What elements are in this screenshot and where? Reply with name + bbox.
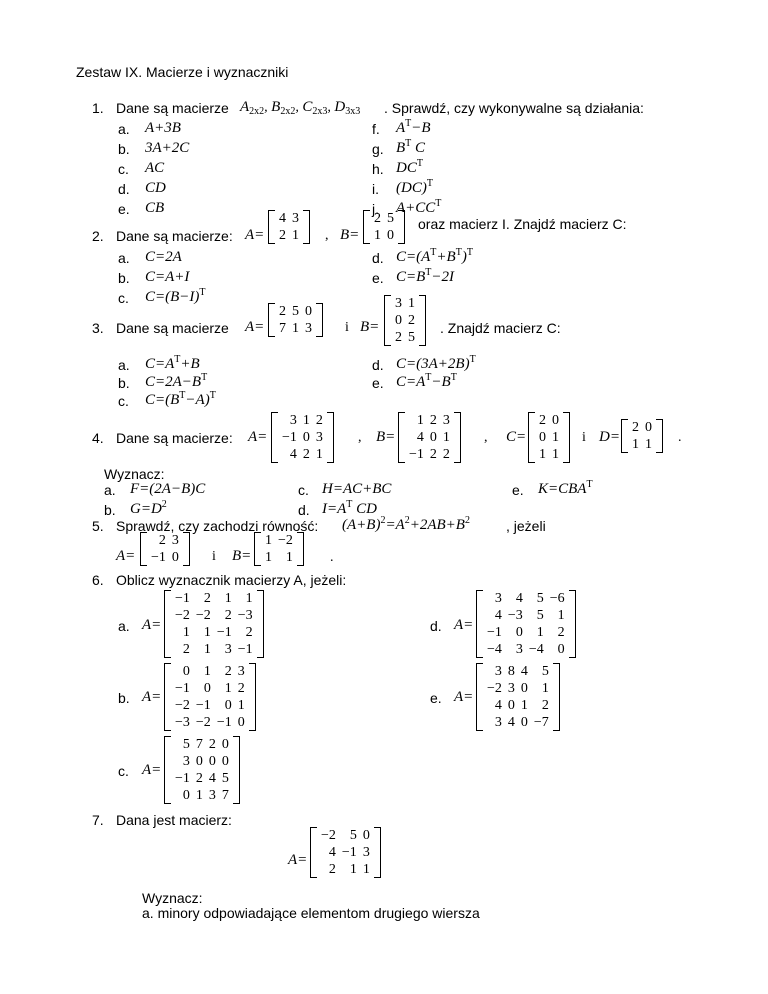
matrix-cell: 3 xyxy=(494,715,502,730)
p6-d-A: A= xyxy=(454,617,474,633)
problem-1-intro: Dane są macierze xyxy=(116,100,229,116)
p6-matrix-e xyxy=(476,663,560,731)
matrix-cell: 4 xyxy=(494,608,502,623)
matrix-cell: 0 xyxy=(195,754,203,769)
matrix-cell: 2 xyxy=(374,211,381,226)
matrix-cell: 5 xyxy=(221,771,229,786)
matrix-cell: −3 xyxy=(507,608,523,623)
matrix-cell: −2 xyxy=(195,715,211,730)
p3-item-b-label: b. xyxy=(118,375,130,391)
matrix-cell: −1 xyxy=(409,447,424,462)
matrix-cell: 3 xyxy=(362,845,370,860)
matrix-cell: 7 xyxy=(279,321,286,336)
matrix-cell: 3 xyxy=(182,754,190,769)
matrix-cell: 2 xyxy=(442,447,450,462)
p5-matrix-B xyxy=(254,532,304,566)
p4-item-b-expr: $G=D^2$ xyxy=(130,499,167,517)
matrix-cell: 0 xyxy=(557,642,565,657)
matrix-cell: −2 xyxy=(195,608,211,623)
p2-item-d-label: d. xyxy=(372,250,384,266)
matrix-cell: 1 xyxy=(408,296,415,311)
matrix-cell: 3 xyxy=(442,413,450,428)
matrix-cell: −1 xyxy=(341,845,357,860)
matrix-cell: 2 xyxy=(208,737,216,752)
matrix-cell: 1 xyxy=(195,788,203,803)
matrix-cell: 4 xyxy=(279,211,286,226)
matrix-cell: 1 xyxy=(203,625,211,640)
p6-c-label: c. xyxy=(118,763,129,779)
matrix-cell: 2 xyxy=(315,413,323,428)
p5-conj: i xyxy=(212,549,216,564)
p1-item-f-label: f. xyxy=(372,121,380,137)
matrix-cell: 5 xyxy=(387,211,394,226)
p6-a-label: a. xyxy=(118,618,130,634)
matrix-cell: −1 xyxy=(175,771,190,786)
problem-7-number: 7. xyxy=(92,812,104,828)
p1-item-e-expr: CB xyxy=(145,200,165,216)
matrix-cell: 4 xyxy=(289,447,297,462)
p1-item-a-label: a. xyxy=(118,121,130,137)
p2-item-b-label: b. xyxy=(118,270,130,286)
matrix-cell: 0 xyxy=(203,681,211,696)
matrix-cell: −7 xyxy=(533,715,549,730)
p6-e-A: A= xyxy=(454,689,474,705)
matrix-cell: 3 xyxy=(224,642,232,657)
matrix-cell: 5 xyxy=(349,828,357,843)
matrix-cell: 0 xyxy=(224,698,232,713)
matrix-cell: −1 xyxy=(216,625,232,640)
matrix-cell: 0 xyxy=(552,413,559,428)
matrix-cell: 4 xyxy=(208,771,216,786)
p3-item-a-expr: $C=A^T+B$ xyxy=(145,354,200,372)
p1-item-g-expr: $B^T$ C xyxy=(396,138,426,156)
p5-matrix-A xyxy=(140,532,190,566)
matrix-cell: 1 xyxy=(632,437,639,452)
p2-item-d-expr: $C=(A^T+B^T)^T$ xyxy=(396,247,473,265)
matrix-cell: −6 xyxy=(549,591,565,606)
problem-3-number: 3. xyxy=(92,320,104,336)
matrix-cell: 1 xyxy=(536,625,544,640)
p4-item-e-expr: $K=CBA^T$ xyxy=(538,479,593,497)
matrix-cell: 3 xyxy=(515,642,523,657)
p3-conj: i xyxy=(345,320,349,335)
matrix-cell: 0 xyxy=(507,698,515,713)
matrix-cell: 2 xyxy=(245,625,253,640)
matrix-cell: 0 xyxy=(208,754,216,769)
p3-matrix-B xyxy=(384,295,426,346)
matrix-cell: −3 xyxy=(237,608,253,623)
matrix-cell: 3 xyxy=(171,533,179,548)
p6-a-A: A= xyxy=(142,617,162,633)
matrix-cell: 3 xyxy=(507,681,515,696)
p5-period: . xyxy=(330,550,334,565)
matrix-cell: 7 xyxy=(195,737,203,752)
p1-item-h-label: h. xyxy=(372,161,384,177)
matrix-cell: 0 xyxy=(645,420,652,435)
p4-item-c-label: c. xyxy=(298,482,309,498)
matrix-cell: −2 xyxy=(175,698,190,713)
matrix-cell: 0 xyxy=(237,715,245,730)
matrix-cell: 1 xyxy=(552,430,559,445)
p7-wyznacz: Wyznacz: xyxy=(142,890,203,906)
p6-matrix-b xyxy=(164,663,256,731)
p3-item-c-expr: $C=(B^T-A)^T$ xyxy=(145,390,216,408)
matrix-cell: 1 xyxy=(292,321,299,336)
matrix-cell: 0 xyxy=(221,754,229,769)
p2-item-c-expr: $C=(B-I)^T$ xyxy=(145,287,206,305)
p2-item-e-label: e. xyxy=(372,270,384,286)
matrix-cell: 1 xyxy=(362,862,370,877)
matrix-cell: 2 xyxy=(302,447,310,462)
matrix-cell: 5 xyxy=(536,591,544,606)
matrix-cell: 4 xyxy=(520,664,528,679)
p1-item-j-label: j. xyxy=(372,201,379,217)
matrix-cell: 0 xyxy=(395,313,402,328)
p1-item-b-expr: 3A+2C xyxy=(145,140,190,156)
p5-A-label: A= xyxy=(116,548,136,564)
problem-2-tail: oraz macierz I. Znajdź macierz C: xyxy=(418,216,627,232)
p4-item-a-expr: F=(2A−B)C xyxy=(130,481,206,497)
p1-item-i-expr: (DC)$^T$ xyxy=(396,178,433,196)
matrix-cell: 3 xyxy=(494,591,502,606)
problem-1-check: . Sprawdź, czy wykonywalne są działania: xyxy=(384,100,644,116)
p4-wyznacz: Wyznacz: xyxy=(104,466,165,482)
problem-7-intro: Dana jest macierz: xyxy=(116,812,232,828)
matrix-cell: 1 xyxy=(302,413,310,428)
matrix-cell: 0 xyxy=(362,828,370,843)
matrix-cell: 3 xyxy=(289,413,297,428)
matrix-cell: 4 xyxy=(515,591,523,606)
p5-jezeli: , jeżeli xyxy=(506,518,546,534)
matrix-cell: 2 xyxy=(541,698,549,713)
matrix-cell: 4 xyxy=(416,430,424,445)
p4-matrix-C xyxy=(528,412,570,463)
p2-item-b-expr: C=A+I xyxy=(145,269,190,285)
p7-A-label: A= xyxy=(288,852,308,868)
p1-item-a-expr: A+3B xyxy=(145,120,181,136)
matrix-cell: 5 xyxy=(541,664,549,679)
p4-A-label: A= xyxy=(248,429,268,445)
matrix-cell: 2 xyxy=(224,664,232,679)
p3-item-c-label: c. xyxy=(118,393,129,409)
p2-item-c-label: c. xyxy=(118,290,129,306)
matrix-cell: 2 xyxy=(395,330,402,345)
matrix-cell: 5 xyxy=(536,608,544,623)
p4-item-b-label: b. xyxy=(104,502,116,518)
matrix-cell: 4 xyxy=(507,715,515,730)
p2-item-a-label: a. xyxy=(118,250,130,266)
matrix-cell: 1 xyxy=(203,642,211,657)
matrix-cell: 2 xyxy=(408,313,415,328)
problem-5-number: 5. xyxy=(92,518,104,534)
p1-item-f-expr: $A^T-B$ xyxy=(396,118,431,136)
p3-item-d-expr: $C=(3A+2B)^T$ xyxy=(396,354,476,372)
matrix-cell: 1 xyxy=(224,681,232,696)
matrix-cell: −2 xyxy=(278,533,293,548)
matrix-cell: −1 xyxy=(195,698,211,713)
matrix-cell: 1 xyxy=(645,437,652,452)
matrix-cell: 0 xyxy=(182,788,190,803)
matrix-cell: 1 xyxy=(349,862,357,877)
matrix-cell: 5 xyxy=(182,737,190,752)
matrix-cell: −4 xyxy=(528,642,544,657)
problem-3-tail: . Znajdź macierz C: xyxy=(440,320,561,336)
p6-e-label: e. xyxy=(430,690,442,706)
p3-item-a-label: a. xyxy=(118,357,130,373)
matrix-cell: 2 xyxy=(279,228,286,243)
problem-1-number: 1. xyxy=(92,100,104,116)
p2-A-label: A= xyxy=(245,227,265,243)
matrix-cell: 0 xyxy=(221,737,229,752)
problem-5-intro: Sprawdź, czy zachodzi równość: xyxy=(116,518,319,534)
matrix-cell: 1 xyxy=(224,591,232,606)
matrix-cell: 1 xyxy=(265,550,272,565)
matrix-cell: −1 xyxy=(175,681,190,696)
matrix-cell: −2 xyxy=(321,828,336,843)
p1-item-c-label: c. xyxy=(118,161,129,177)
matrix-cell: 1 xyxy=(520,698,528,713)
p2-item-a-expr: C=2A xyxy=(145,249,182,265)
matrix-cell: 1 xyxy=(374,228,381,243)
p1-item-c-expr: AC xyxy=(145,160,165,176)
p2-matrix-A xyxy=(268,210,310,244)
matrix-cell: −3 xyxy=(175,715,190,730)
matrix-cell: −1 xyxy=(282,430,297,445)
p6-matrix-c xyxy=(164,736,240,804)
matrix-cell: 0 xyxy=(171,550,179,565)
p6-matrix-a xyxy=(164,590,264,658)
matrix-cell: 0 xyxy=(520,715,528,730)
matrix-cell: 7 xyxy=(221,788,229,803)
matrix-cell: 3 xyxy=(237,664,245,679)
problem-2-number: 2. xyxy=(92,228,104,244)
matrix-cell: 2 xyxy=(182,642,190,657)
matrix-cell: 2 xyxy=(237,681,245,696)
matrix-cell: 1 xyxy=(245,591,253,606)
matrix-cell: 1 xyxy=(292,228,299,243)
p4-item-e-label: e. xyxy=(512,482,524,498)
p6-c-A: A= xyxy=(142,762,162,778)
p4-item-d-label: d. xyxy=(298,502,310,518)
problem-3-intro: Dane są macierze xyxy=(116,320,229,336)
p7-item-a: a. minory odpowiadające elementom drugiego wiersza xyxy=(142,905,480,921)
matrix-cell: 2 xyxy=(279,304,286,319)
matrix-cell: −1 xyxy=(237,642,253,657)
p3-item-e-expr: $C=A^T-B^T$ xyxy=(396,372,457,390)
matrix-cell: 0 xyxy=(520,681,528,696)
p3-item-d-label: d. xyxy=(372,357,384,373)
p4-period: . xyxy=(678,430,682,445)
matrix-cell: 3 xyxy=(395,296,402,311)
matrix-cell: 1 xyxy=(182,625,190,640)
matrix-cell: −4 xyxy=(487,642,502,657)
p3-item-e-label: e. xyxy=(372,375,384,391)
p2-B-label: B= xyxy=(340,227,360,243)
matrix-cell: 1 xyxy=(416,413,424,428)
problem-4-intro: Dane są macierze: xyxy=(116,430,233,446)
p3-item-b-expr: $C=2A-B^T$ xyxy=(145,372,208,390)
matrix-cell: 3 xyxy=(494,664,502,679)
p3-matrix-A xyxy=(268,303,323,337)
p1-item-j-expr: $A+CC^T$ xyxy=(396,198,442,216)
matrix-cell: 2 xyxy=(429,447,437,462)
matrix-cell: 2 xyxy=(429,413,437,428)
matrix-cell: −2 xyxy=(175,608,190,623)
matrix-cell: 2 xyxy=(328,862,336,877)
p4-D-label: D= xyxy=(599,429,620,445)
matrix-cell: 2 xyxy=(632,420,639,435)
matrix-cell: 5 xyxy=(292,304,299,319)
matrix-cell: −1 xyxy=(487,625,502,640)
p1-item-b-label: b. xyxy=(118,141,130,157)
matrix-cell: 1 xyxy=(203,664,211,679)
matrix-cell: 2 xyxy=(557,625,565,640)
matrix-cell: 0 xyxy=(515,625,523,640)
problem-6-intro: Oblicz wyznacznik macierzy A, jeżeli: xyxy=(116,572,347,588)
problem-6-number: 6. xyxy=(92,572,104,588)
matrix-cell: 1 xyxy=(541,681,549,696)
p5-equation: $(A+B)^2=A^2+2AB+B^2$ xyxy=(342,515,470,533)
problem-4-number: 4. xyxy=(92,430,104,446)
matrix-cell: 0 xyxy=(182,664,190,679)
p4-matrix-A xyxy=(271,412,334,463)
matrix-cell: 2 xyxy=(195,771,203,786)
matrix-cell: 1 xyxy=(539,447,546,462)
matrix-cell: 4 xyxy=(494,698,502,713)
matrix-cell: 1 xyxy=(285,550,293,565)
p4-C-label: C= xyxy=(506,429,527,445)
matrix-cell: 0 xyxy=(539,430,546,445)
problem-2-intro: Dane są macierze: xyxy=(116,228,233,244)
matrix-cell: 4 xyxy=(328,845,336,860)
matrix-cell: 0 xyxy=(302,430,310,445)
p2-matrix-B xyxy=(363,210,405,244)
matrix-cell: 0 xyxy=(429,430,437,445)
p7-matrix-A xyxy=(310,827,381,878)
matrix-cell: 2 xyxy=(158,533,166,548)
p4-comma-2: , xyxy=(484,430,488,445)
matrix-cell: 3 xyxy=(292,211,299,226)
p6-b-label: b. xyxy=(118,690,130,706)
p1-item-e-label: e. xyxy=(118,201,130,217)
p1-item-h-expr: $DC^T$ xyxy=(396,158,423,176)
matrix-cell: 8 xyxy=(507,664,515,679)
p1-item-i-label: i. xyxy=(372,181,379,197)
matrix-cell: 3 xyxy=(315,430,323,445)
p6-d-label: d. xyxy=(430,618,442,634)
p4-item-d-expr: $I=A^T$ CD xyxy=(322,499,377,517)
matrix-cell: 2 xyxy=(224,608,232,623)
matrix-cell: 1 xyxy=(552,447,559,462)
page-title: Zestaw IX. Macierze i wyznaczniki xyxy=(76,64,289,80)
matrix-cell: −1 xyxy=(216,715,232,730)
p4-matrix-D xyxy=(621,419,663,453)
p4-conj: i xyxy=(582,430,586,445)
matrix-cell: −1 xyxy=(151,550,166,565)
matrix-cell: 5 xyxy=(408,330,415,345)
matrix-cell: 3 xyxy=(305,321,312,336)
p6-b-A: A= xyxy=(142,689,162,705)
p4-item-a-label: a. xyxy=(104,482,116,498)
p4-matrix-B xyxy=(398,412,461,463)
p4-comma-1: , xyxy=(358,430,362,445)
matrix-cell: 1 xyxy=(557,608,565,623)
matrix-cell: 2 xyxy=(203,591,211,606)
matrix-cell: 3 xyxy=(208,788,216,803)
matrix-cell: 1 xyxy=(442,430,450,445)
p1-item-d-expr: CD xyxy=(145,180,166,196)
p4-B-label: B= xyxy=(376,429,396,445)
p2-comma: , xyxy=(325,228,329,243)
p3-A-label: A= xyxy=(245,319,265,335)
p6-matrix-d xyxy=(476,590,576,658)
p3-B-label: B= xyxy=(360,319,380,335)
p4-item-c-expr: H=AC+BC xyxy=(322,481,392,497)
matrix-cell: 1 xyxy=(237,698,245,713)
matrix-cell: −1 xyxy=(175,591,190,606)
matrix-cell: 1 xyxy=(265,533,272,548)
matrix-cell: 2 xyxy=(539,413,546,428)
p1-item-d-label: d. xyxy=(118,181,130,197)
matrix-sizes: $A_{2x2}$, $B_{2x2}$, $C_{2x3}$, $D_{3x3}$ xyxy=(240,99,361,117)
p5-B-label: B= xyxy=(232,548,252,564)
matrix-cell: 0 xyxy=(387,228,394,243)
matrix-cell: 0 xyxy=(305,304,312,319)
p1-item-g-label: g. xyxy=(372,141,384,157)
p2-item-e-expr: $C=B^T-2I$ xyxy=(396,267,455,285)
matrix-cell: 1 xyxy=(315,447,323,462)
matrix-cell: −2 xyxy=(487,681,502,696)
